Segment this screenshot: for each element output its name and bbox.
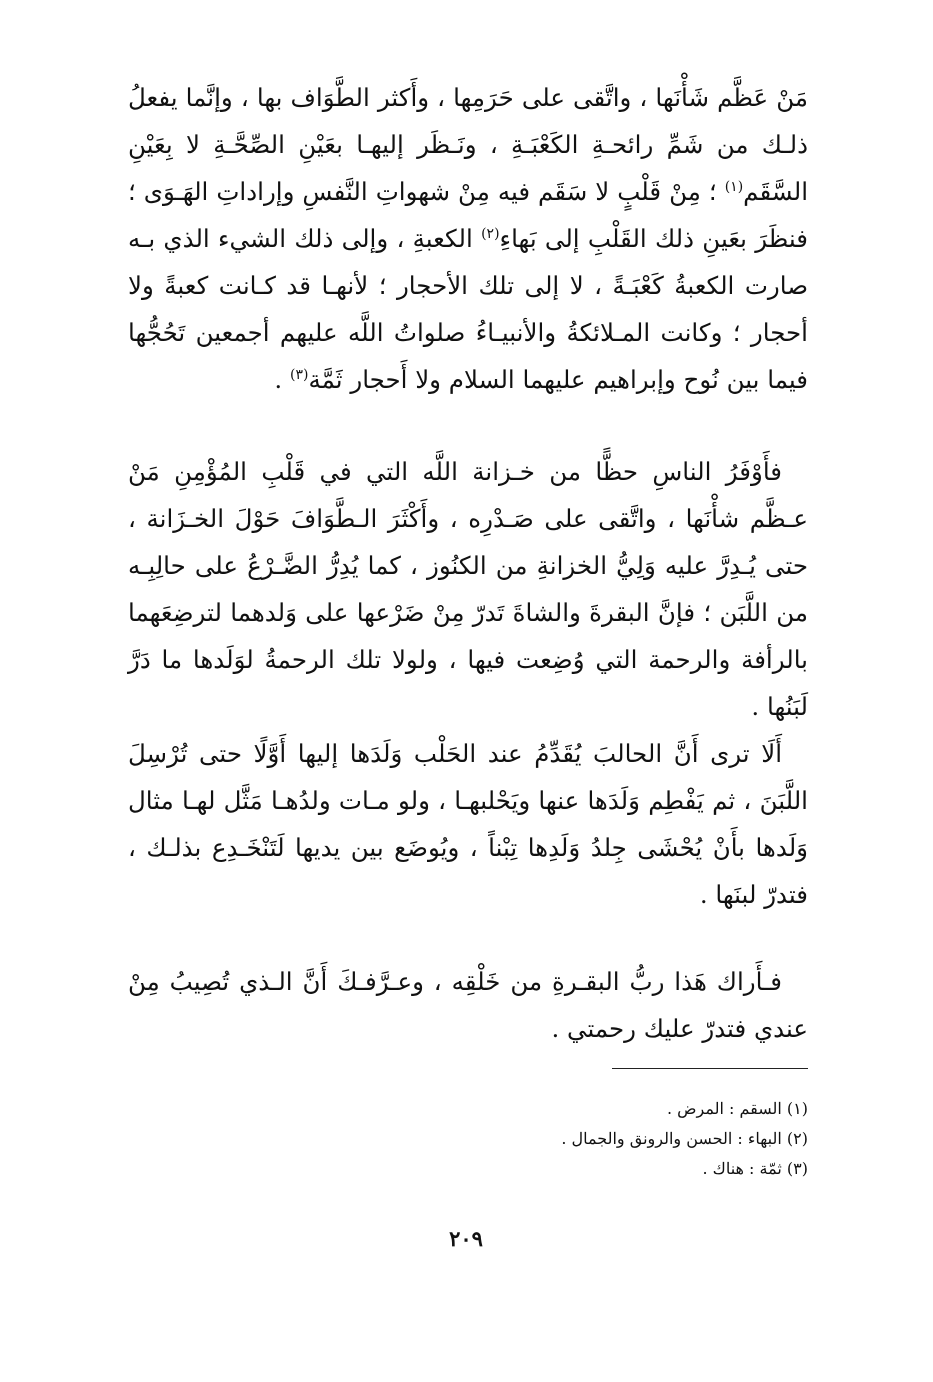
- line: فأَوْفَرُ الناسِ حظًّا من خـزانة اللَّه التي في قَلْبِ المُؤْمِنِ مَنْ عـظَّم: [128, 457, 808, 533]
- footnote-text: ثمّة : هناك .: [702, 1159, 782, 1178]
- paragraph-3: [128, 730, 808, 918]
- footnote-marker: (٢): [786, 1129, 808, 1148]
- line: وَلَدها بأَنْ يُحْشَى جِلدُ وَلَدِها تِبْناً ، ويُوضَع بين يديها لَتَنْخَـدِع بذلـك ،: [128, 833, 808, 862]
- paragraph-1: [128, 74, 808, 403]
- footnote-ref-1[interactable]: (١): [724, 178, 744, 195]
- line: فنظَرَ بعَينِ ذلك القَلْبِ إلى بَهاءِ: [499, 224, 808, 253]
- line: عندي فتدرّ عليك رحمتي .: [551, 1014, 808, 1043]
- line: الكعبةِ ، وإلى ذلك الشيء الذي بـه: [128, 224, 482, 253]
- line: شأْنَها ، واتَّقى على صَـدْرِه ، وأَكْثَرَ الـطَّوَافَ حَوْلَ الخـزَانة ، حتى يُـدِرَّ: [128, 504, 809, 580]
- line: فتدرّ لبنَها .: [699, 880, 808, 909]
- footnote-text: البهاء : الحسن والرونق والجمال .: [561, 1129, 782, 1148]
- footnote-divider: [612, 1068, 808, 1069]
- paragraph-4: [128, 958, 808, 1052]
- footnote-ref-2[interactable]: (٢): [481, 225, 500, 242]
- line: ذلـك من شَمِّ رائحـةِ الكَعْبَـةِ ، ونَـظَر إليهـا بعَيْنِ الصِّحَّـةِ لا بِعَيْنِ: [128, 130, 808, 159]
- line: فيما بين نُوح وإبراهيم عليهما السلام ولا أَحجار ثَمَّة: [308, 365, 808, 394]
- footnote-marker: (٣): [786, 1159, 808, 1178]
- footnote-1: [300, 1094, 808, 1124]
- footnotes: [300, 1094, 808, 1184]
- line: مَنْ عَظَّم شَأْنَها ، واتَّقى على حَرَمِها ، وأَكثر الطَّوَاف بها ، وإنَّما يفعلُ: [128, 83, 808, 112]
- line: فـأَراك هَذا ربُّ البقـرةِ من خَلْقِه ، وعـرَّفـكَ أَنَّ الـذي تُصِيبُ مِنْ: [128, 967, 782, 996]
- footnote-text: السقم : المرض .: [667, 1099, 782, 1118]
- line: صارت الكعبةُ كَعْبَـةً ، لا إلى تلك الأحجار ؛ لأنهـا قد كـانت كعبةً ولا: [128, 271, 808, 300]
- footnote-3: [300, 1154, 808, 1184]
- line: فإنَّ البقرةَ والشاةَ تَدرّ مِنْ ضَرْعها على وَلدهما لترضِعَهما بالرأفة والرحمة: [128, 598, 808, 674]
- line: ؛ مِنْ قَلْبٍ لا سَقَم فيه مِنْ شهواتِ النَّفسِ وإراداتِ الهَـوَى ؛: [128, 177, 725, 206]
- line: عليه وَلِيُّ الخزانةِ من الكنُوز ، كما يُدِرُّ الضَّـرْعُ على حالِبِـه من اللَّبَن ؛: [128, 551, 808, 627]
- footnote-2: [300, 1124, 808, 1154]
- page-number: ٢٠٩: [449, 1226, 483, 1251]
- footnote-marker: (١): [786, 1099, 808, 1118]
- line: التي وُضِعت فيها ، ولولا تلك الرحمةُ لوَلَدها ما دَرَّ لَبَنُها .: [128, 645, 808, 721]
- paragraph-2: [128, 448, 808, 730]
- line: .: [274, 365, 290, 394]
- line: اللَّبَنَ ، ثم يَفْطِم وَلَدَها عنها ويَحْلبهـا ، ولو مـات ولدُهـا مَثَّل لهـا مثال: [128, 786, 808, 815]
- footnote-ref-3[interactable]: (٣): [289, 366, 309, 383]
- line: أَلَا ترى أَنَّ الحالبَ يُقَدِّمُ عند الحَلْب وَلَدَها إليها أَوَّلًا حتى تُرْسِلَ: [128, 739, 782, 768]
- line: أحجار ؛ وكانت المـلائكةُ والأنبيـاءُ صلواتُ اللَّه عليهم أجمعين تَحُجُّها: [128, 318, 808, 347]
- line: السَّقَم: [743, 177, 808, 206]
